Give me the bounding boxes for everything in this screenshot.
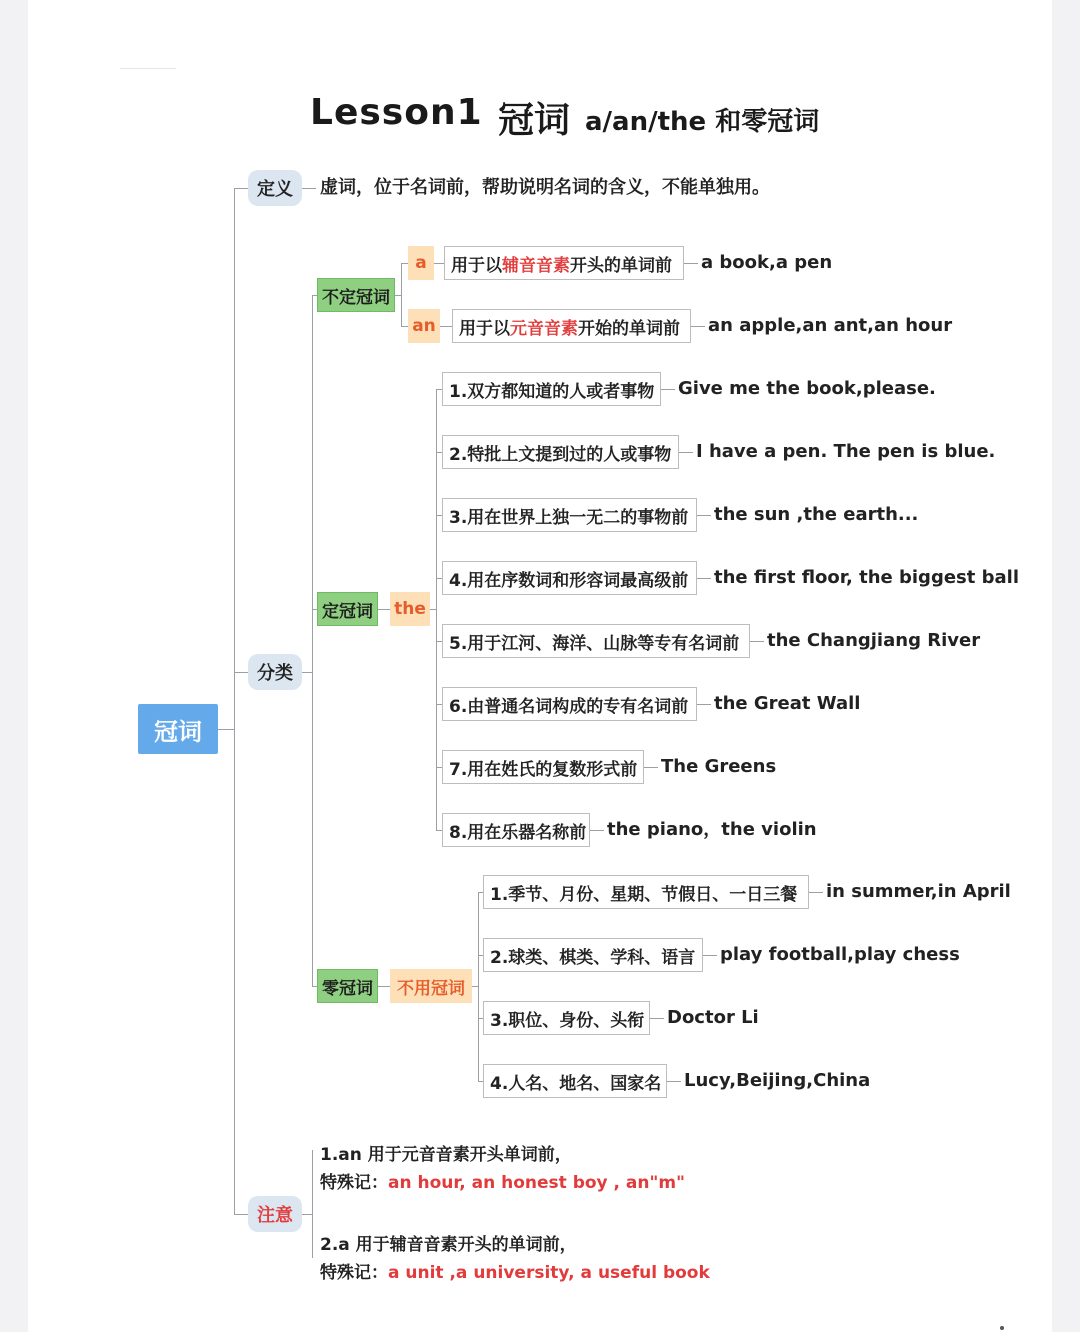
rule-a-post: 开头的单词前 <box>570 255 672 276</box>
definite-example-3: the sun ,the earth... <box>714 504 919 525</box>
definite-rule-1: 1.双方都知道的人或者事物 <box>442 372 661 406</box>
title-main: 冠词 <box>498 100 571 141</box>
definite-rule-4: 4.用在序数词和形容词最高级前 <box>442 561 697 595</box>
rule-a-pre: 用于以 <box>451 255 502 276</box>
example-an: an apple,an ant,an hour <box>708 315 953 336</box>
title-sub: a/an/the 和零冠词 <box>585 107 820 137</box>
rule-a-highlight: 辅音音素 <box>502 255 570 276</box>
example-a: a book,a pen <box>701 252 833 273</box>
article-an-node: an <box>408 309 440 343</box>
definite-example-8: the piano，the violin <box>607 819 817 840</box>
rule-a-node <box>444 246 684 280</box>
definition-text: 虚词，位于名词前，帮助说明名词的含义，不能单独用。 <box>320 177 770 198</box>
definite-example-6: the Great Wall <box>714 693 861 714</box>
definite-example-2: I have a pen. The pen is blue. <box>696 441 996 462</box>
note-2-highlight: a unit ,a university, a useful book <box>388 1263 710 1283</box>
rule-an-node <box>452 309 691 343</box>
zero-example-4: Lucy,Beijing,China <box>684 1070 871 1091</box>
definite-rule-3: 3.用在世界上独一无二的事物前 <box>442 498 697 532</box>
zero-example-2: play football,play chess <box>720 944 960 965</box>
note-2-line2 <box>320 1261 710 1285</box>
zero-rule-3: 3.职位、身份、头衔 <box>483 1001 650 1035</box>
definite-rule-5: 5.用于江河、海洋、山脉等专有名词前 <box>442 624 750 658</box>
definite-rule-6: 6.由普通名词构成的专有名词前 <box>442 687 697 721</box>
classification-node: 分类 <box>248 654 302 690</box>
note-1-prefix: 特殊记： <box>320 1173 388 1193</box>
zero-article-node: 零冠词 <box>317 969 378 1003</box>
article-a-node: a <box>408 246 434 280</box>
definite-rule-2: 2.特批上文提到过的人或事物 <box>442 435 679 469</box>
notes-node: 注意 <box>248 1196 302 1232</box>
definite-example-4: the first floor, the biggest ball <box>714 567 1019 588</box>
zero-example-3: Doctor Li <box>667 1007 759 1028</box>
rule-an-pre: 用于以 <box>459 318 510 339</box>
rule-an-highlight: 元音音素 <box>510 318 578 339</box>
note-2-line1: 2.a 用于辅音音素开头的单词前， <box>320 1235 577 1255</box>
divider <box>120 68 176 69</box>
zero-rule-4: 4.人名、地名、国家名 <box>483 1064 667 1098</box>
definite-example-5: the Changjiang River <box>767 630 981 651</box>
zero-rule-2: 2.球类、棋类、学科、语言 <box>483 938 703 972</box>
article-the-node: the <box>390 592 430 626</box>
note-1-highlight: an hour, an honest boy , an"m" <box>388 1173 685 1193</box>
page-title <box>0 92 1080 142</box>
rule-an-post: 开始的单词前 <box>578 318 680 339</box>
definite-rule-8: 8.用在乐器名称前 <box>442 813 590 847</box>
zero-rule-1: 1.季节、月份、星期、节假日、一日三餐 <box>483 875 809 909</box>
zero-example-1: in summer,in April <box>826 881 1011 902</box>
note-1-line1: 1.an 用于元音音素开头单词前， <box>320 1145 572 1165</box>
root-node: 冠词 <box>138 704 218 754</box>
definite-rule-7: 7.用在姓氏的复数形式前 <box>442 750 644 784</box>
indefinite-article-node: 不定冠词 <box>317 278 395 312</box>
title-lesson: Lesson1 <box>310 92 483 133</box>
no-article-node: 不用冠词 <box>390 969 472 1003</box>
note-2-prefix: 特殊记： <box>320 1263 388 1283</box>
definition-node: 定义 <box>248 170 302 206</box>
definite-example-1: Give me the book,please. <box>678 378 936 399</box>
definite-article-node: 定冠词 <box>317 592 378 626</box>
note-1-line2 <box>320 1171 685 1195</box>
definite-example-7: The Greens <box>661 756 777 777</box>
page-dot <box>1000 1326 1004 1330</box>
